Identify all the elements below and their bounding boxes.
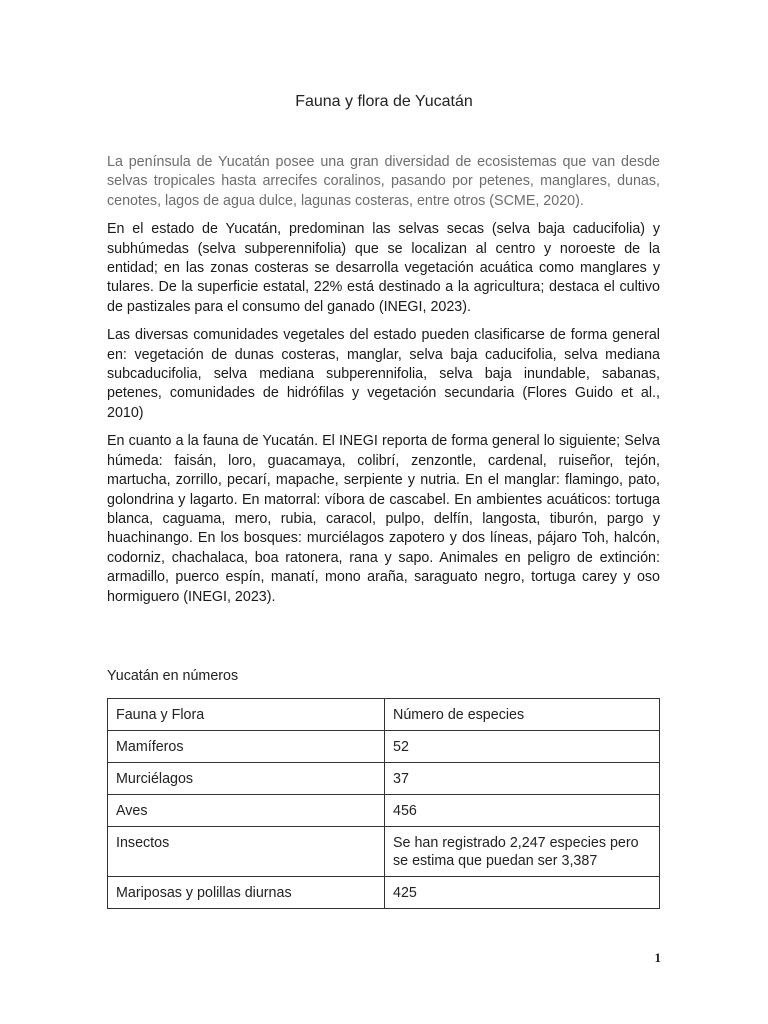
table-cell-category: Insectos [108, 827, 385, 877]
paragraph-fauna: En cuanto a la fauna de Yucatán. El INEGI reporta de forma general lo siguiente; Selva húmeda: faisán, loro, guacamaya, colibrí, zenzontle, cardenal, ruiseñor, tejón, martucha, zorrillo, pecarí, mapache, serpiente y nutria. En el manglar: flamingo, pato, golondrina y lagarto. En matorral: víbora de cascabel. En ambientes acuáticos: tortuga blanca, caguama, mero, rubia, caracol, pulpo, delfín, langosta, tiburón, pargo y huachinango. En los bosques: murciélagos zapotero y dos líneas, pájaro Toh, halcón, codorniz, chachalaca, boa ratonera, rana y sapo. Animales en peligro de extinción: armadillo, puerco espín, manatí, mono araña, saraguato negro, tortuga carey y oso hormiguero (INEGI, 2023). [107, 433, 660, 605]
table-cell-count: 52 [385, 731, 660, 763]
table-row [108, 763, 660, 795]
document-title: Fauna y flora de Yucatán [295, 93, 473, 110]
body-text [107, 153, 660, 616]
table-header-row [108, 699, 660, 731]
table-caption: Yucatán en números [107, 668, 239, 684]
paragraph-vegetation: En el estado de Yucatán, predominan las selvas secas (selva baja caducifolia) y subhúmedas (selva subperennifolia) que se localizan al centro y noroeste de la entidad; en las zonas costeras se desarrolla vegetación acuática como manglares y tulares. De la superficie estatal, 22% está destinado a la agricultura; destaca el cultivo de pastizales para el consumo del ganado (INEGI, 2023). [107, 221, 660, 315]
table-row [108, 827, 660, 877]
table-cell-category: Mamíferos [108, 731, 385, 763]
table-row [108, 877, 660, 909]
table-cell-count: Se han registrado 2,247 especies pero se estima que puedan ser 3,387 [385, 827, 660, 877]
table-row [108, 795, 660, 827]
paragraph-intro: La península de Yucatán posee una gran diversidad de ecosistemas que van desde selvas tropicales hasta arrecifes coralinos, pasando por petenes, manglares, dunas, cenotes, lagos de agua dulce, lagunas costeras, entre otros (SCME, 2020). [107, 154, 660, 209]
table-cell-category: Murciélagos [108, 763, 385, 795]
table-header-cell: Número de especies [385, 699, 660, 731]
table-cell-category: Mariposas y polillas diurnas [108, 877, 385, 909]
table-header-cell: Fauna y Flora [108, 699, 385, 731]
page-number: 1 [654, 950, 661, 965]
paragraph-plant-communities: Las diversas comunidades vegetales del estado pueden clasificarse de forma general en: vegetación de dunas costeras, manglar, selva baja caducifolia, selva mediana subcaducifolia, selva mediana subperennifolia, selva baja inundable, sabanas, petenes, comunidades de hidrófilas y vegetación secundaria (Flores Guido et al., 2010) [107, 327, 660, 421]
table-row [108, 731, 660, 763]
table-cell-count: 456 [385, 795, 660, 827]
table-cell-category: Aves [108, 795, 385, 827]
table-cell-count: 425 [385, 877, 660, 909]
table-cell-count: 37 [385, 763, 660, 795]
species-table [107, 698, 660, 909]
